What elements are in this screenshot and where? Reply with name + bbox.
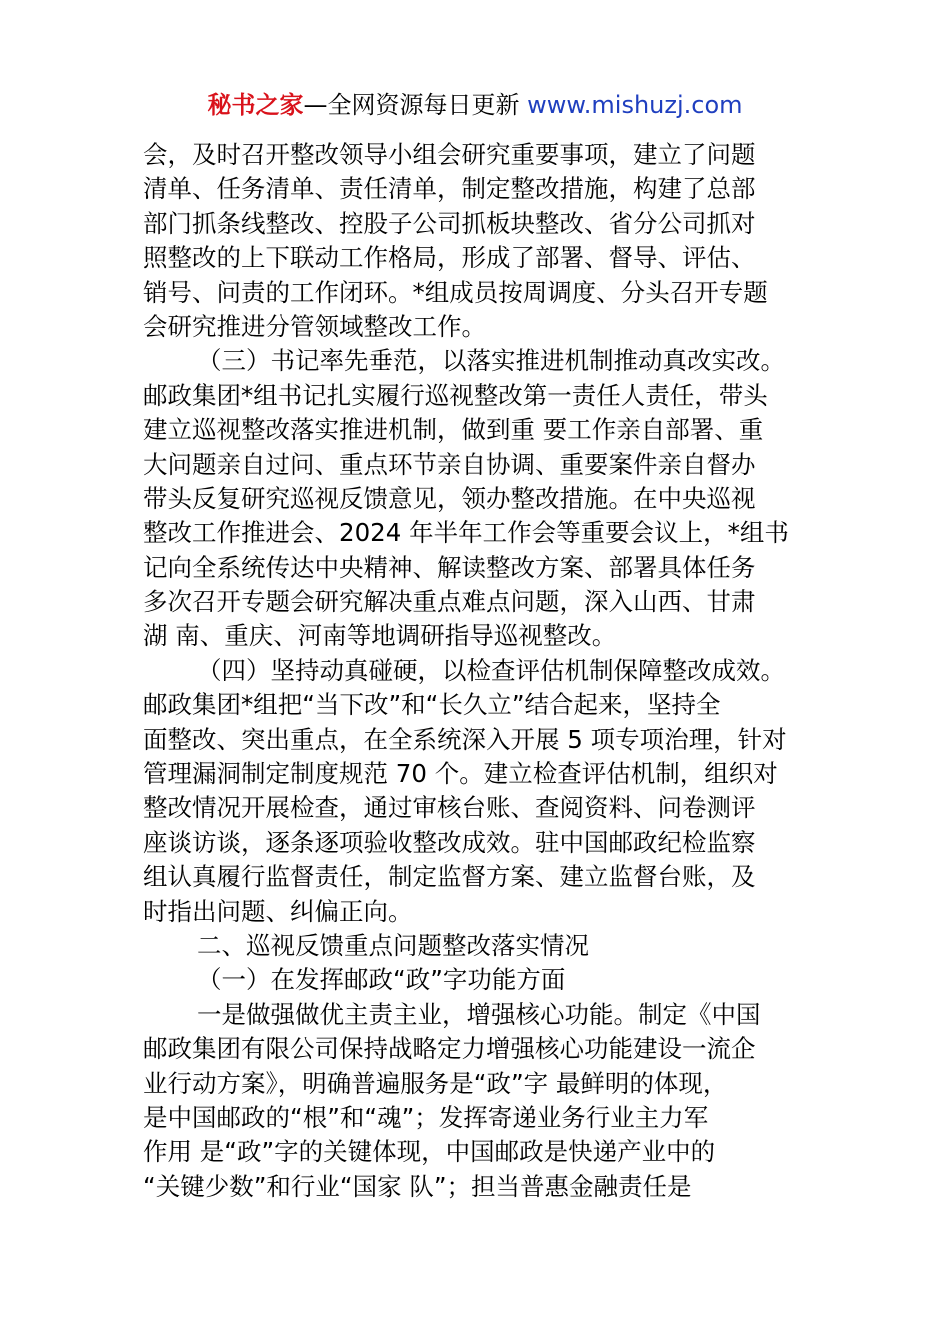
text-line: 部门抓条线整改、控股子公司抓板块整改、省分公司抓对 (143, 208, 756, 238)
text-line: 业行动方案》，明确普遍服务是“政”字 最鲜明的体现， (143, 1068, 728, 1098)
text-line: （一）在发挥邮政“政”字功能方面 (197, 965, 566, 995)
header-url-link[interactable]: www.mishuzj.com (527, 91, 743, 119)
text-line: 清单、任务清单、责任清单，制定整改措施，构建了总部 (143, 174, 756, 204)
text-line: 一是做强做优主责主业，增强核心功能。制定《中国 (197, 999, 761, 1029)
text-line: 照整改的上下联动工作格局，形成了部署、督导、评估、 (143, 243, 756, 273)
text-line: 大问题亲自过问、重点环节亲自协调、重要案件亲自督办 (143, 449, 756, 479)
document-body (143, 138, 823, 1204)
text-line: 座谈访谈，逐条逐项验收整改成效。驻中国邮政纪检监察 (143, 827, 756, 857)
text-line: 邮政集团*组把“当下改”和“长久立”结合起来，坚持全 (143, 690, 721, 720)
header-tagline: —全网资源每日更新 (303, 91, 528, 119)
text-line: 记向全系统传达中央精神、解读整改方案、部署具体任务 (143, 552, 756, 582)
text-line: 邮政集团有限公司保持战略定力增强核心功能建设一流企 (143, 1034, 756, 1064)
text-line: 湖 南、重庆、河南等地调研指导巡视整改。 (143, 621, 617, 651)
text-line: “关键少数”和行业“国家 队”；担当普惠金融责任是 (143, 1171, 692, 1201)
page-header (0, 88, 950, 122)
text-line: 作用 是“政”字的关键体现，中国邮政是快递产业中的 (143, 1137, 716, 1167)
text-line: 销号、问责的工作闭环。*组成员按周调度、分头召开专题 (143, 277, 768, 307)
text-line: 整改情况开展检查，通过审核台账、查阅资料、问卷测评 (143, 793, 756, 823)
text-line: （四）坚持动真碰硬，以检查评估机制保障整改成效。 (197, 655, 785, 685)
brand-name: 秘书之家 (207, 91, 304, 119)
text-line: 会研究推进分管领域整改工作。 (143, 311, 486, 341)
text-line: 时指出问题、纠偏正向。 (143, 896, 413, 926)
text-line: 是中国邮政的“根”和“魂”；发挥寄递业务行业主力军 (143, 1102, 709, 1132)
text-line: 二、巡视反馈重点问题整改落实情况 (197, 930, 589, 960)
text-line: 邮政集团*组书记扎实履行巡视整改第一责任人责任，带头 (143, 380, 768, 410)
text-line: 多次召开专题会研究解决重点难点问题，深入山西、甘肃 (143, 587, 756, 617)
text-line: 会，及时召开整改领导小组会研究重要事项，建立了问题 (143, 140, 756, 169)
text-line: 组认真履行监督责任，制定监督方案、建立监督台账，及 (143, 862, 756, 892)
text-line: 管理漏洞制定制度规范 70 个。建立检查评估机制，组织对 (143, 759, 778, 789)
text-line: 建立巡视整改落实推进机制，做到重 要工作亲自部署、重 (143, 415, 764, 445)
text-line: 整改工作推进会、2024 年半年工作会等重要会议上，*组书 (143, 518, 789, 548)
text-line: 带头反复研究巡视反馈意见，领办整改措施。在中央巡视 (143, 483, 756, 513)
text-line: 面整改、突出重点，在全系统深入开展 5 项专项治理，针对 (143, 724, 787, 754)
text-line: （三）书记率先垂范，以落实推进机制推动真改实改。 (197, 346, 785, 376)
